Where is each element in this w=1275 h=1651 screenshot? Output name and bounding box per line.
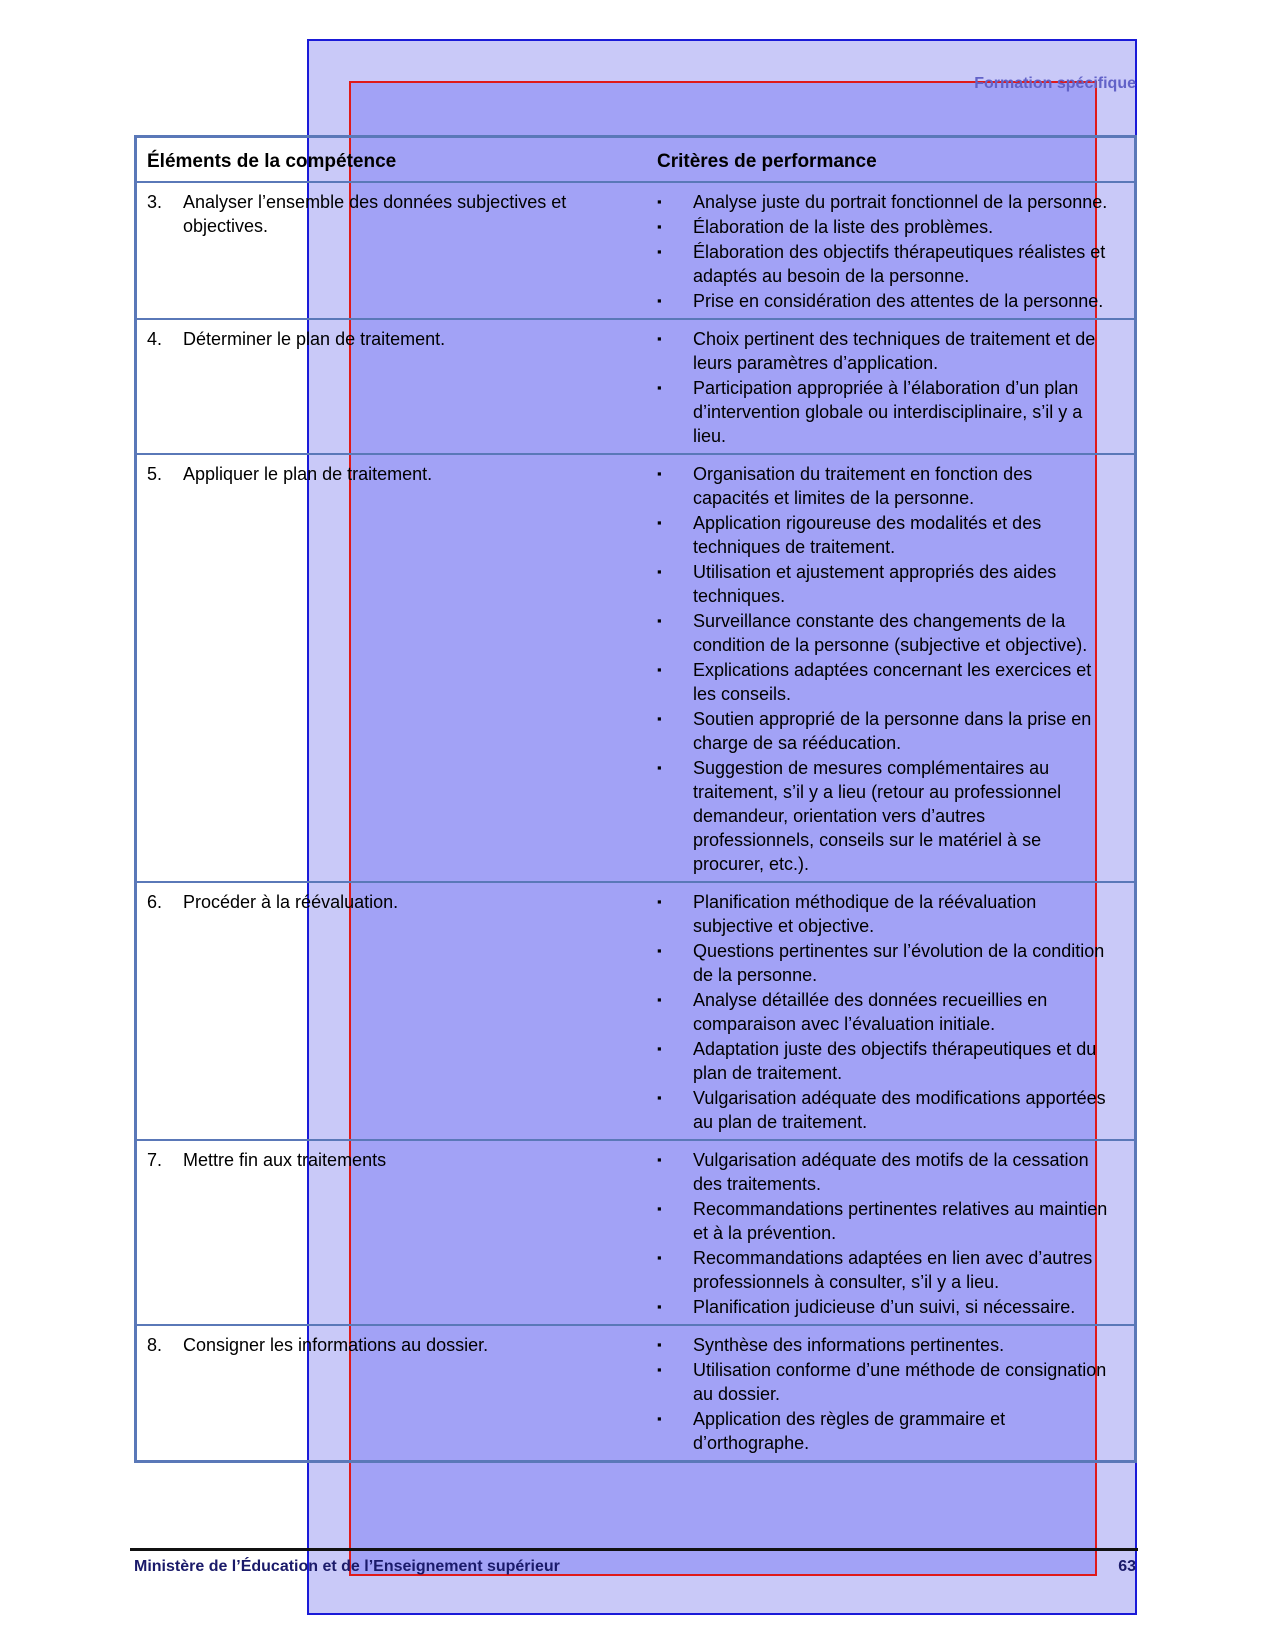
bullet-icon: ▪	[657, 466, 662, 481]
criteria-cell	[647, 454, 1136, 882]
list-item	[657, 609, 1124, 657]
criteria-list	[657, 327, 1124, 448]
table-body	[136, 182, 1136, 1462]
criterion-text: Explications adaptées concernant les exercices et les conseils.	[693, 660, 1092, 704]
criterion-text: Synthèse des informations pertinentes.	[693, 1335, 1005, 1355]
element-entry	[147, 462, 637, 486]
criterion-text: Questions pertinentes sur l’évolution de la condition de la personne.	[693, 941, 1105, 985]
element-entry	[147, 190, 637, 238]
bullet-icon: ▪	[657, 1201, 662, 1216]
bullet-icon: ▪	[657, 992, 662, 1007]
criteria-cell	[647, 1140, 1136, 1325]
element-entry	[147, 890, 637, 914]
list-item	[657, 756, 1124, 876]
list-item	[657, 376, 1124, 448]
element-number: 6.	[147, 892, 163, 912]
criterion-text: Élaboration de la liste des problèmes.	[693, 217, 994, 237]
criterion-text: Planification méthodique de la réévaluation subjective et objective.	[693, 892, 1037, 936]
criterion-text: Utilisation et ajustement appropriés des aides techniques.	[693, 562, 1057, 606]
bullet-icon: ▪	[657, 293, 662, 308]
table-row	[136, 319, 1136, 454]
criterion-text: Suggestion de mesures complémentaires au traitement, s’il y a lieu (retour au professionnel demandeur, orientation vers d’autres professionnels, conseils sur le matériel à se procurer, etc.).	[693, 758, 1062, 874]
list-item	[657, 1407, 1124, 1455]
page-number: 63	[1118, 1558, 1136, 1575]
element-cell	[136, 454, 648, 882]
bullet-icon: ▪	[657, 1152, 662, 1167]
list-item	[657, 560, 1124, 608]
criteria-list	[657, 1148, 1124, 1319]
criterion-text: Soutien approprié de la personne dans la prise en charge de sa rééducation.	[693, 709, 1092, 753]
element-number: 5.	[147, 464, 163, 484]
column-header-elements: Éléments de la compétence	[136, 137, 648, 183]
criterion-text: Vulgarisation adéquate des motifs de la cessation des traitements.	[693, 1150, 1089, 1194]
bullet-icon: ▪	[657, 1041, 662, 1056]
list-item	[657, 1246, 1124, 1294]
bullet-icon: ▪	[657, 380, 662, 395]
criteria-cell	[647, 182, 1136, 319]
element-number: 4.	[147, 329, 163, 349]
list-item	[657, 707, 1124, 755]
competency-table	[134, 135, 1137, 1463]
bullet-icon: ▪	[657, 613, 662, 628]
criteria-list	[657, 890, 1124, 1134]
table-header-row	[136, 137, 1136, 183]
bullet-icon: ▪	[657, 711, 662, 726]
criterion-text: Organisation du traitement en fonction des capacités et limites de la personne.	[693, 464, 1033, 508]
table-row	[136, 882, 1136, 1140]
table-row	[136, 182, 1136, 319]
criterion-text: Élaboration des objectifs thérapeutiques réalistes et adaptés au besoin de la personne.	[693, 242, 1106, 286]
element-text: Analyser l’ensemble des données subjectives et objectives.	[183, 192, 567, 236]
list-item	[657, 462, 1124, 510]
element-entry	[147, 1148, 637, 1172]
criteria-list	[657, 462, 1124, 876]
criterion-text: Participation appropriée à l’élaboration d’un plan d’intervention globale ou interdisciplinaire, s’il y a lieu.	[693, 378, 1083, 446]
bullet-icon: ▪	[657, 1250, 662, 1265]
list-item	[657, 190, 1124, 214]
list-item	[657, 511, 1124, 559]
element-text: Procéder à la réévaluation.	[183, 892, 399, 912]
criterion-text: Surveillance constante des changements de la condition de la personne (subjective et objective).	[693, 611, 1088, 655]
table-row	[136, 1140, 1136, 1325]
element-cell	[136, 319, 648, 454]
element-text: Consigner les informations au dossier.	[183, 1335, 489, 1355]
element-entry	[147, 327, 637, 351]
criterion-text: Analyse juste du portrait fonctionnel de la personne.	[693, 192, 1108, 212]
table-row	[136, 1325, 1136, 1462]
list-item	[657, 890, 1124, 938]
criterion-text: Utilisation conforme d’une méthode de consignation au dossier.	[693, 1360, 1107, 1404]
list-item	[657, 988, 1124, 1036]
criterion-text: Choix pertinent des techniques de traitement et de leurs paramètres d’application.	[693, 329, 1096, 373]
section-header: Formation spécifique	[974, 75, 1136, 92]
list-item	[657, 327, 1124, 375]
list-item	[657, 289, 1124, 313]
table-row	[136, 454, 1136, 882]
bullet-icon: ▪	[657, 1090, 662, 1105]
criteria-cell	[647, 882, 1136, 1140]
list-item	[657, 1333, 1124, 1357]
bullet-icon: ▪	[657, 894, 662, 909]
footer-ministry: Ministère de l’Éducation et de l’Enseignement supérieur	[134, 1558, 560, 1575]
criterion-text: Application rigoureuse des modalités et des techniques de traitement.	[693, 513, 1042, 557]
bullet-icon: ▪	[657, 219, 662, 234]
list-item	[657, 1148, 1124, 1196]
criteria-list	[657, 1333, 1124, 1455]
element-text: Appliquer le plan de traitement.	[183, 464, 433, 484]
element-cell	[136, 1140, 648, 1325]
element-number: 7.	[147, 1150, 163, 1170]
list-item	[657, 1086, 1124, 1134]
list-item	[657, 240, 1124, 288]
criterion-text: Analyse détaillée des données recueillies en comparaison avec l’évaluation initiale.	[693, 990, 1048, 1034]
criterion-text: Vulgarisation adéquate des modifications apportées au plan de traitement.	[693, 1088, 1106, 1132]
element-cell	[136, 1325, 648, 1462]
criteria-cell	[647, 1325, 1136, 1462]
list-item	[657, 1295, 1124, 1319]
element-cell	[136, 182, 648, 319]
list-item	[657, 939, 1124, 987]
list-item	[657, 1197, 1124, 1245]
criterion-text: Recommandations pertinentes relatives au maintien et à la prévention.	[693, 1199, 1108, 1243]
bullet-icon: ▪	[657, 564, 662, 579]
bullet-icon: ▪	[657, 760, 662, 775]
element-cell	[136, 882, 648, 1140]
criteria-list	[657, 190, 1124, 313]
bullet-icon: ▪	[657, 1299, 662, 1314]
column-header-criteria: Critères de performance	[647, 137, 1136, 183]
criterion-text: Application des règles de grammaire et d’orthographe.	[693, 1409, 1006, 1453]
element-text: Mettre fin aux traitements	[183, 1150, 387, 1170]
bullet-icon: ▪	[657, 515, 662, 530]
criterion-text: Adaptation juste des objectifs thérapeutiques et du plan de traitement.	[693, 1039, 1097, 1083]
bullet-icon: ▪	[657, 662, 662, 677]
criterion-text: Recommandations adaptées en lien avec d’autres professionnels à consulter, s’il y a lieu.	[693, 1248, 1093, 1292]
list-item	[657, 658, 1124, 706]
element-entry	[147, 1333, 637, 1357]
footer-divider	[130, 1548, 1138, 1551]
bullet-icon: ▪	[657, 1362, 662, 1377]
bullet-icon: ▪	[657, 943, 662, 958]
element-number: 8.	[147, 1335, 163, 1355]
element-number: 3.	[147, 192, 163, 212]
list-item	[657, 215, 1124, 239]
criterion-text: Planification judicieuse d’un suivi, si nécessaire.	[693, 1297, 1076, 1317]
bullet-icon: ▪	[657, 1337, 662, 1352]
criteria-cell	[647, 319, 1136, 454]
list-item	[657, 1358, 1124, 1406]
bullet-icon: ▪	[657, 194, 662, 209]
criterion-text: Prise en considération des attentes de la personne.	[693, 291, 1104, 311]
list-item	[657, 1037, 1124, 1085]
bullet-icon: ▪	[657, 244, 662, 259]
bullet-icon: ▪	[657, 1411, 662, 1426]
bullet-icon: ▪	[657, 331, 662, 346]
element-text: Déterminer le plan de traitement.	[183, 329, 446, 349]
